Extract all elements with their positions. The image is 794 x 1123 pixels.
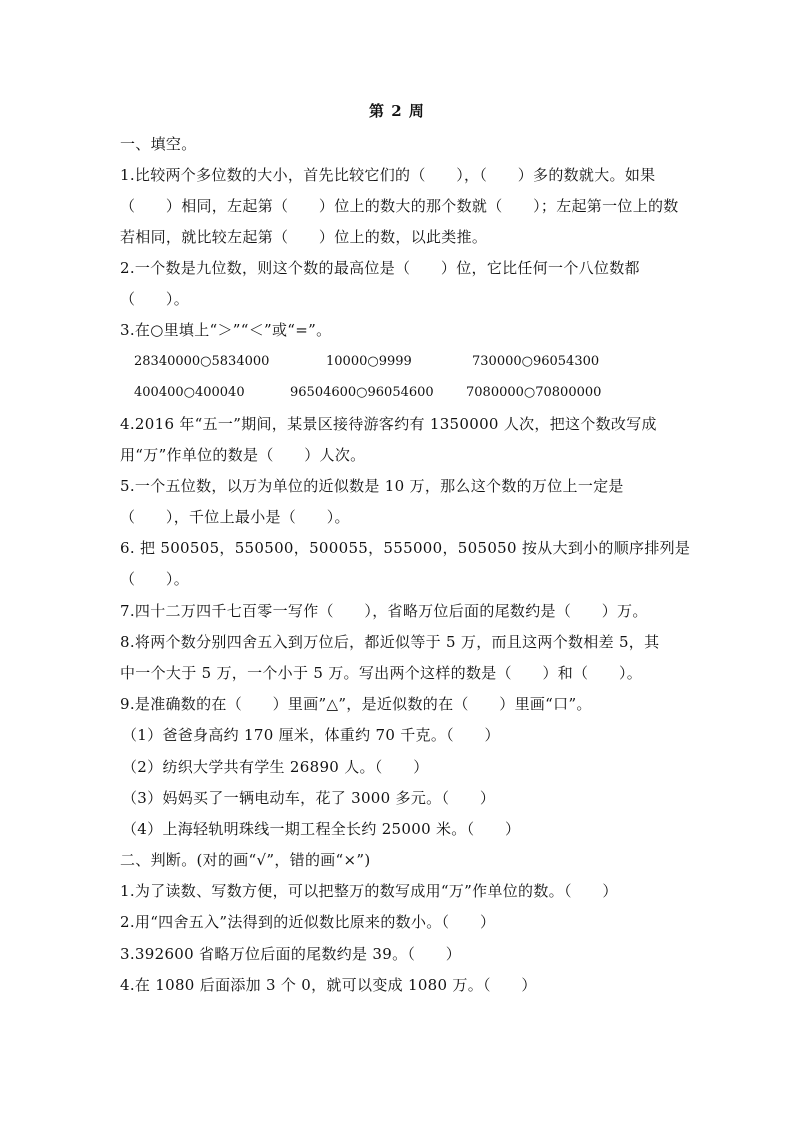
question-5-line-2: （ ），千位上最小是（ ）。: [120, 508, 350, 526]
comparison-item: 7080000○70800000: [466, 385, 602, 400]
question-9-prompt: 9.是准确数的在（ ）里画”△”，是近似数的在（ ）里画“口”。: [120, 695, 592, 713]
question-6-line-1: 6. 把 500505，550500，500055，555000，505050 按从大到小的顺序排列是: [120, 539, 691, 557]
question-2-line-2: （ ）。: [120, 290, 190, 308]
judgement-3: 3.392600 省略万位后面的尾数约是 39。（ ）: [120, 945, 462, 963]
question-1-line-2: （ ）相同，左起第（ ）位上的数大的那个数就（ ）；左起第一位上的数: [120, 197, 679, 215]
comparison-item: 400400○400040: [134, 385, 245, 400]
question-4-line-2: 用“万”作单位的数是（ ）人次。: [120, 446, 366, 464]
question-1-line-3: 若相同，就比较左起第（ ）位上的数，以此类推。: [120, 228, 488, 246]
judgement-1: 1.为了读数、写数方便，可以把整万的数写成用“万”作单位的数。（ ）: [120, 882, 618, 900]
judgement-4: 4.在 1080 后面添加 3 个 0，就可以变成 1080 万。（ ）: [120, 976, 537, 994]
comparison-item: 96504600○96054600: [290, 385, 434, 400]
comparison-item: 28340000○5834000: [134, 354, 270, 369]
page-title: 第 2 周: [369, 102, 425, 120]
section-heading-true-false: 二、判断。(对的画“√”，错的画“×”): [120, 851, 371, 869]
question-3-prompt: 3.在○里填上“＞”“＜”或“=”。: [120, 321, 332, 339]
question-5-line-1: 5.一个五位数，以万为单位的近似数是 10 万，那么这个数的万位上一定是: [120, 477, 624, 495]
question-6-line-2: （ ）。: [120, 570, 190, 588]
question-9-item-1: （1）爸爸身高约 170 厘米，体重约 70 千克。（ ）: [122, 726, 500, 744]
comparison-item: 730000○96054300: [472, 354, 600, 369]
comparison-item: 10000○9999: [326, 354, 412, 369]
question-2-line-1: 2.一个数是九位数，则这个数的最高位是（ ）位，它比任何一个八位数都: [120, 259, 640, 277]
question-7: 7.四十二万四千七百零一写作（ ），省略万位后面的尾数约是（ ）万。: [120, 602, 648, 620]
question-8-line-1: 8.将两个数分别四舍五入到万位后，都近似等于 5 万，而且这两个数相差 5，其: [120, 633, 660, 651]
question-1-line-1: 1.比较两个多位数的大小，首先比较它们的（ ），（ ）多的数就大。如果: [120, 166, 656, 184]
question-8-line-2: 中一个大于 5 万，一个小于 5 万。写出两个这样的数是（ ）和（ ）。: [120, 664, 643, 682]
judgement-2: 2.用“四舍五入”法得到的近似数比原来的数小。（ ）: [120, 913, 496, 931]
question-9-item-4: （4）上海轻轨明珠线一期工程全长约 25000 米。（ ）: [122, 820, 521, 838]
question-9-item-3: （3）妈妈买了一辆电动车，花了 3000 多元。（ ）: [122, 789, 496, 807]
question-4-line-1: 4.2016 年“五一”期间，某景区接待游客约有 1350000 人次，把这个数改写成: [120, 415, 657, 433]
section-heading-fill-blank: 一、填空。: [120, 135, 197, 153]
question-9-item-2: （2）纺织大学共有学生 26890 人。（ ）: [122, 758, 429, 776]
